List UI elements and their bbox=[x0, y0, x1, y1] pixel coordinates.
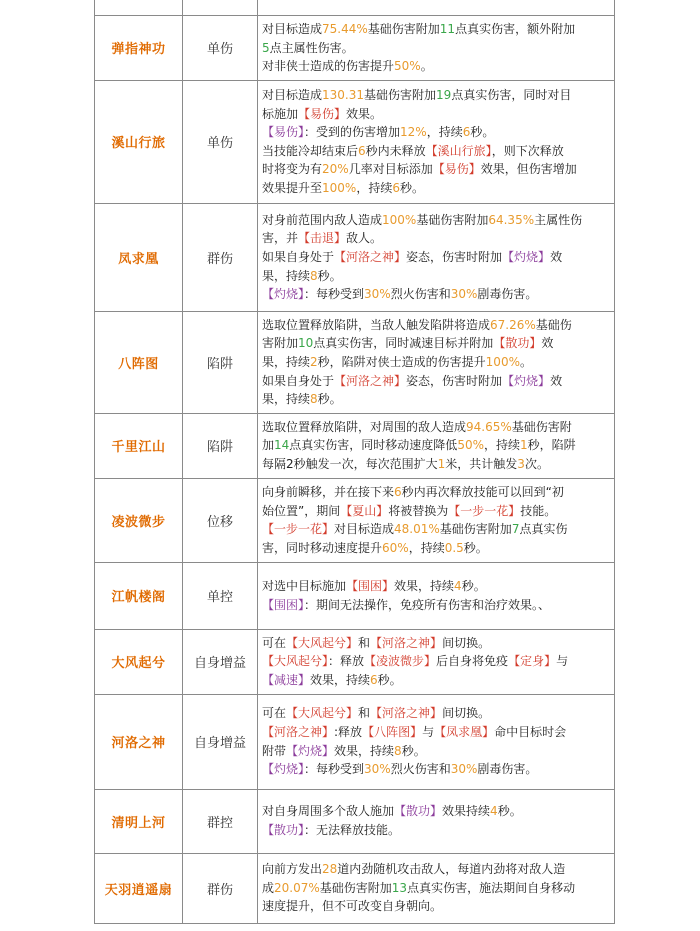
value-number: 67.26% bbox=[490, 317, 536, 332]
description-text: 点真实伤害，施法期间自身移动 bbox=[407, 880, 576, 895]
value-number: 30% bbox=[364, 287, 391, 302]
skill-table-body bbox=[95, 0, 615, 923]
description-line bbox=[262, 248, 610, 267]
description-text: 基础伤害附 bbox=[511, 419, 572, 434]
description-text: 烈火伤害和 bbox=[390, 287, 451, 302]
description-text: 成 bbox=[262, 880, 275, 895]
description-line bbox=[262, 455, 610, 474]
description-text: 和 bbox=[358, 706, 371, 721]
value-number: 6 bbox=[358, 143, 366, 158]
description-text: 果，持续 bbox=[262, 268, 311, 283]
description-text: 剧毒伤害。 bbox=[477, 762, 538, 777]
description-text: 效 bbox=[550, 249, 563, 264]
skill-description bbox=[258, 853, 615, 923]
description-text: 点真实伤害，同时移动速度降低 bbox=[289, 438, 458, 453]
description-line bbox=[262, 316, 610, 335]
description-text: 秒。 bbox=[461, 579, 486, 594]
description-line bbox=[262, 520, 610, 539]
value-number: 48.01% bbox=[394, 522, 440, 537]
value-number: 64.35% bbox=[488, 212, 535, 227]
skill-type: 自身增益 bbox=[183, 694, 258, 789]
description-text: 主属性伤 bbox=[534, 212, 583, 227]
description-text: 秒，陷阱 bbox=[527, 438, 576, 453]
description-text: 效果持续 bbox=[442, 804, 491, 819]
description-line bbox=[262, 652, 610, 671]
effect-tag: 【散功】 bbox=[493, 336, 542, 351]
skill-type: 陷阱 bbox=[183, 311, 258, 413]
description-line bbox=[262, 372, 610, 391]
description-text: 点真实伤害，同时减速目标并附加 bbox=[313, 336, 494, 351]
effect-tag: 【凤求凰】 bbox=[434, 724, 495, 739]
effect-tag: 【减速】 bbox=[262, 672, 311, 687]
description-line bbox=[262, 179, 610, 198]
description-text: ：无法释放技能。 bbox=[304, 823, 401, 838]
effect-tag: 【散功】 bbox=[262, 823, 305, 838]
description-text: 姿态，伤害时附加 bbox=[406, 373, 503, 388]
skill-type: 陷阱 bbox=[183, 413, 258, 478]
description-text: 秒。 bbox=[470, 125, 495, 140]
description-line bbox=[262, 704, 610, 723]
skill-row bbox=[95, 203, 615, 311]
description-line bbox=[262, 742, 610, 761]
value-number: 1 bbox=[520, 438, 528, 453]
description-line bbox=[262, 897, 610, 916]
effect-tag: 【围困】 bbox=[346, 579, 395, 594]
description-text: 命中目标时会 bbox=[494, 724, 567, 739]
description-text: 选取位置释放陷阱，当敌人触发陷阱将造成 bbox=[262, 317, 491, 332]
description-line bbox=[262, 436, 610, 455]
description-text: 基础伤害附加 bbox=[439, 522, 512, 537]
description-text: ：释放 bbox=[328, 654, 365, 669]
description-text: 基础伤害附加 bbox=[416, 212, 489, 227]
value-number: 6 bbox=[392, 180, 400, 195]
description-text: ，则下次释放 bbox=[491, 143, 564, 158]
description-text: 次。 bbox=[524, 457, 549, 472]
description-text: 效 bbox=[550, 373, 563, 388]
value-number: 100% bbox=[485, 354, 520, 369]
effect-tag: 【散功】 bbox=[394, 804, 443, 819]
description-text: 几率对目标添加 bbox=[348, 162, 433, 177]
description-line bbox=[262, 577, 610, 596]
description-text: 点真实伤 bbox=[519, 522, 568, 537]
value-number: 94.65% bbox=[466, 419, 512, 434]
description-text: 间切换。 bbox=[442, 706, 491, 721]
skill-description bbox=[258, 562, 615, 629]
value-true-damage: 11 bbox=[439, 22, 456, 36]
effect-tag: 【大风起兮】 bbox=[286, 706, 359, 721]
description-text: 如果自身处于 bbox=[262, 373, 335, 388]
value-number: 30% bbox=[450, 287, 478, 302]
description-text: 秒。 bbox=[497, 804, 522, 819]
skill-description bbox=[258, 629, 615, 694]
description-line bbox=[262, 821, 610, 840]
description-text: 效果。 bbox=[346, 106, 383, 121]
value-true-damage: 13 bbox=[391, 880, 408, 895]
description-line bbox=[262, 86, 610, 105]
description-text: 技能。 bbox=[520, 503, 557, 518]
effect-tag: 【灼烧】 bbox=[502, 373, 551, 388]
value-number: 1 bbox=[437, 457, 446, 472]
description-line bbox=[262, 20, 610, 39]
value-number: 3 bbox=[517, 457, 525, 472]
skill-name: 凤求凰 bbox=[95, 203, 183, 311]
value-true-damage: 19 bbox=[436, 88, 452, 102]
value-number: 12% bbox=[400, 125, 427, 140]
description-line bbox=[262, 539, 610, 558]
value-number: 50% bbox=[457, 438, 484, 453]
description-text: 效果提升至 bbox=[262, 180, 323, 195]
description-text: 效果，持续 bbox=[310, 672, 371, 687]
skill-description bbox=[258, 789, 615, 853]
skill-description bbox=[258, 203, 615, 311]
effect-tag: 【击退】 bbox=[298, 231, 347, 246]
description-line bbox=[262, 123, 610, 142]
effect-tag: 【灼烧】 bbox=[262, 762, 305, 777]
description-text: 对目标造成 bbox=[262, 88, 323, 102]
value-number: 8 bbox=[310, 268, 318, 283]
value-number: 0.5 bbox=[444, 540, 464, 555]
description-line bbox=[262, 267, 610, 286]
description-text: ：每秒受到 bbox=[304, 287, 365, 302]
value-true-damage: 7 bbox=[511, 522, 520, 537]
description-text: 基础伤害附加 bbox=[367, 22, 440, 36]
skill-name: 弹指神功 bbox=[95, 16, 183, 81]
value-true-damage: 10 bbox=[298, 336, 314, 351]
skill-description bbox=[258, 16, 615, 81]
description-text: ，持续 bbox=[483, 438, 520, 453]
skill-row bbox=[95, 694, 615, 789]
description-line bbox=[262, 502, 610, 521]
effect-tag: 【溪山行旅】 bbox=[425, 143, 492, 158]
description-text: 对选中目标施加 bbox=[262, 579, 347, 594]
description-text: 速度提升，但不可改变自身朝向。 bbox=[262, 899, 443, 914]
skill-type: 群控 bbox=[183, 789, 258, 853]
effect-tag: 【易伤】 bbox=[432, 162, 481, 177]
description-text: 如果自身处于 bbox=[262, 249, 335, 264]
description-text: 秒内未释放 bbox=[365, 143, 426, 158]
effect-tag: 【易伤】 bbox=[298, 106, 347, 121]
description-text: 敌人。 bbox=[346, 231, 383, 246]
value-number: 6 bbox=[394, 485, 402, 500]
value-number: 130.31 bbox=[322, 88, 365, 102]
description-text: ，持续 bbox=[408, 540, 445, 555]
effect-tag: 【灼烧】 bbox=[286, 743, 335, 758]
skill-name: 大风起兮 bbox=[95, 629, 183, 694]
skill-type: 单伤 bbox=[183, 80, 258, 203]
skill-name: 溪山行旅 bbox=[95, 80, 183, 203]
skill-name-cell bbox=[95, 0, 183, 16]
description-text: 果，持续 bbox=[262, 392, 311, 407]
value-number: 28 bbox=[322, 862, 338, 877]
effect-tag: 【一步一花】 bbox=[448, 503, 521, 518]
description-text: 对目标造成 bbox=[334, 522, 395, 537]
description-text: 效果，持续 bbox=[394, 579, 455, 594]
description-text: 秒。 bbox=[377, 672, 402, 687]
description-text: 米，共计触发 bbox=[445, 457, 518, 472]
skill-row bbox=[95, 853, 615, 923]
effect-tag: 【河洛之神】 bbox=[334, 249, 407, 264]
description-text: 当技能冷却结束后 bbox=[262, 143, 359, 158]
skill-type: 群伤 bbox=[183, 853, 258, 923]
effect-tag: 【河洛之神】 bbox=[370, 635, 443, 650]
description-text: 标施加 bbox=[262, 106, 299, 121]
description-text: 点主属性伤害。 bbox=[269, 40, 354, 55]
skill-name: 八阵图 bbox=[95, 311, 183, 413]
skill-type: 群伤 bbox=[183, 203, 258, 311]
effect-tag: 【夏山】 bbox=[340, 503, 389, 518]
skill-type: 单控 bbox=[183, 562, 258, 629]
description-line bbox=[262, 57, 610, 76]
description-text: 对目标造成 bbox=[262, 22, 323, 36]
skill-type-cell bbox=[183, 0, 258, 16]
description-text: 秒。 bbox=[399, 180, 424, 195]
description-line bbox=[262, 671, 610, 690]
description-text: 加 bbox=[262, 438, 275, 453]
description-text: 效果，持续 bbox=[334, 743, 395, 758]
value-number: 4 bbox=[454, 579, 462, 594]
description-text: 间切换。 bbox=[442, 635, 491, 650]
table-row bbox=[95, 0, 615, 16]
description-text: 与 bbox=[556, 654, 569, 669]
description-line bbox=[262, 879, 610, 898]
effect-tag: 【易伤】 bbox=[262, 125, 305, 140]
description-text: 害附加 bbox=[262, 336, 299, 351]
description-text: 秒。 bbox=[317, 392, 342, 407]
description-text: 时将变为有 bbox=[262, 162, 323, 177]
description-text: 对身前范围内敌人造成 bbox=[262, 212, 383, 227]
description-text: 选取位置释放陷阱，对周围的敌人造成 bbox=[262, 419, 467, 434]
skill-desc-cell-partial bbox=[258, 0, 615, 16]
skill-name: 河洛之神 bbox=[95, 694, 183, 789]
value-number: 8 bbox=[394, 743, 402, 758]
description-text: 对非侠士造成的伤害提升 bbox=[262, 59, 395, 74]
skill-description bbox=[258, 694, 615, 789]
description-line bbox=[262, 211, 610, 230]
value-number: 100% bbox=[382, 212, 417, 227]
effect-tag: 【灼烧】 bbox=[502, 249, 551, 264]
description-line bbox=[262, 334, 610, 353]
description-line bbox=[262, 390, 610, 409]
description-line bbox=[262, 483, 610, 502]
value-number: 30% bbox=[450, 762, 478, 777]
description-text: :释放 bbox=[334, 724, 363, 739]
description-line bbox=[262, 229, 610, 248]
description-text: 附带 bbox=[262, 743, 287, 758]
skill-name: 天羽逍遥扇 bbox=[95, 853, 183, 923]
effect-tag: 【河洛之神】 bbox=[370, 706, 443, 721]
value-number: 6 bbox=[462, 125, 471, 140]
description-text: 秒。 bbox=[317, 268, 342, 283]
description-line bbox=[262, 418, 610, 437]
description-text: 与 bbox=[422, 724, 435, 739]
description-text: 向身前瞬移，并在接下来 bbox=[262, 485, 395, 500]
description-text: 始位置”，期间 bbox=[262, 503, 341, 518]
value-number: 75.44% bbox=[322, 22, 368, 36]
description-text: ：期间无法操作，免疫所有伤害和治疗效果。、 bbox=[304, 597, 551, 612]
skill-table bbox=[94, 0, 615, 924]
description-text: 后自身将免疫 bbox=[436, 654, 509, 669]
effect-tag: 【河洛之神】 bbox=[262, 724, 335, 739]
value-number: 50% bbox=[394, 59, 421, 74]
value-number: 6 bbox=[370, 672, 378, 687]
description-text: ：每秒受到 bbox=[304, 762, 365, 777]
skill-row bbox=[95, 789, 615, 853]
description-text: 可在 bbox=[262, 635, 287, 650]
skill-row bbox=[95, 16, 615, 81]
skill-row bbox=[95, 562, 615, 629]
skill-type: 自身增益 bbox=[183, 629, 258, 694]
skill-description bbox=[258, 311, 615, 413]
description-line bbox=[262, 160, 610, 179]
skill-description bbox=[258, 413, 615, 478]
description-line bbox=[262, 802, 610, 821]
value-number: 8 bbox=[310, 392, 318, 407]
description-text: 基础伤 bbox=[535, 317, 572, 332]
skill-name: 凌波微步 bbox=[95, 478, 183, 562]
effect-tag: 【大风起兮】 bbox=[262, 654, 329, 669]
effect-tag: 【八阵图】 bbox=[362, 724, 423, 739]
description-text: 效 bbox=[541, 336, 554, 351]
skill-description bbox=[258, 80, 615, 203]
description-line bbox=[262, 285, 610, 304]
description-line bbox=[262, 723, 610, 742]
description-text: 基础伤害附加 bbox=[319, 880, 392, 895]
description-text: 基础伤害附加 bbox=[364, 88, 437, 102]
effect-tag: 【大风起兮】 bbox=[286, 635, 359, 650]
description-text: 将被替换为 bbox=[388, 503, 449, 518]
description-text: 道内劲随机攻击敌人，每道内劲将对敌人造 bbox=[337, 862, 566, 877]
description-text: ，持续 bbox=[426, 125, 463, 140]
description-text: 。 bbox=[519, 354, 532, 369]
description-text: 秒。 bbox=[463, 540, 488, 555]
skill-name: 千里江山 bbox=[95, 413, 183, 478]
description-text: 。 bbox=[420, 59, 433, 74]
skill-type: 单伤 bbox=[183, 16, 258, 81]
description-text: ：受到的伤害增加 bbox=[304, 125, 401, 140]
description-text: 点真实伤害，同时对目 bbox=[451, 88, 572, 102]
effect-tag: 【定身】 bbox=[508, 654, 557, 669]
skill-row bbox=[95, 629, 615, 694]
effect-tag: 【一步一花】 bbox=[262, 522, 335, 537]
description-text: 和 bbox=[358, 635, 371, 650]
description-text: 效果，但伤害增加 bbox=[480, 162, 577, 177]
description-text: 果，持续 bbox=[262, 354, 311, 369]
description-line bbox=[262, 353, 610, 372]
skill-description bbox=[258, 478, 615, 562]
description-text: 害，同时移动速度提升 bbox=[262, 540, 383, 555]
description-text: ，持续 bbox=[356, 180, 393, 195]
description-line bbox=[262, 634, 610, 653]
value-number: 100% bbox=[322, 180, 357, 195]
value-number: 20% bbox=[322, 162, 349, 177]
description-text: 秒，陷阱对侠士造成的伤害提升 bbox=[317, 354, 486, 369]
description-line bbox=[262, 142, 610, 161]
description-text: 对自身周围多个敌人施加 bbox=[262, 804, 395, 819]
description-line bbox=[262, 596, 610, 615]
description-line bbox=[262, 105, 610, 124]
description-text: 剧毒伤害。 bbox=[477, 287, 538, 302]
value-true-damage: 5 bbox=[262, 40, 270, 55]
description-text: 每隔2秒触发一次，每次范围扩大 bbox=[262, 457, 438, 472]
skill-name: 江帆楼阁 bbox=[95, 562, 183, 629]
skill-type: 位移 bbox=[183, 478, 258, 562]
skill-row bbox=[95, 311, 615, 413]
description-text: 可在 bbox=[262, 706, 287, 721]
description-text: 害，并 bbox=[262, 231, 299, 246]
skill-row bbox=[95, 413, 615, 478]
description-text: 点真实伤害，额外附加 bbox=[455, 22, 576, 36]
description-line bbox=[262, 39, 610, 58]
skill-row bbox=[95, 80, 615, 203]
description-text: 秒。 bbox=[401, 743, 426, 758]
skill-name: 清明上河 bbox=[95, 789, 183, 853]
description-line bbox=[262, 760, 610, 779]
value-number: 2 bbox=[310, 354, 318, 369]
value-number: 4 bbox=[490, 804, 498, 819]
value-number: 20.07% bbox=[274, 880, 320, 895]
value-true-damage: 14 bbox=[274, 438, 290, 453]
description-text: 向前方发出 bbox=[262, 862, 323, 877]
effect-tag: 【凌波微步】 bbox=[364, 654, 437, 669]
effect-tag: 【灼烧】 bbox=[262, 287, 305, 302]
description-line bbox=[262, 860, 610, 879]
description-text: 姿态，伤害时附加 bbox=[406, 249, 503, 264]
effect-tag: 【围困】 bbox=[262, 597, 305, 612]
value-number: 30% bbox=[364, 762, 391, 777]
skill-row bbox=[95, 478, 615, 562]
description-text: 烈火伤害和 bbox=[390, 762, 451, 777]
value-number: 60% bbox=[382, 540, 409, 555]
effect-tag: 【河洛之神】 bbox=[334, 373, 407, 388]
description-text: 秒内再次释放技能可以回到“初 bbox=[401, 485, 564, 500]
